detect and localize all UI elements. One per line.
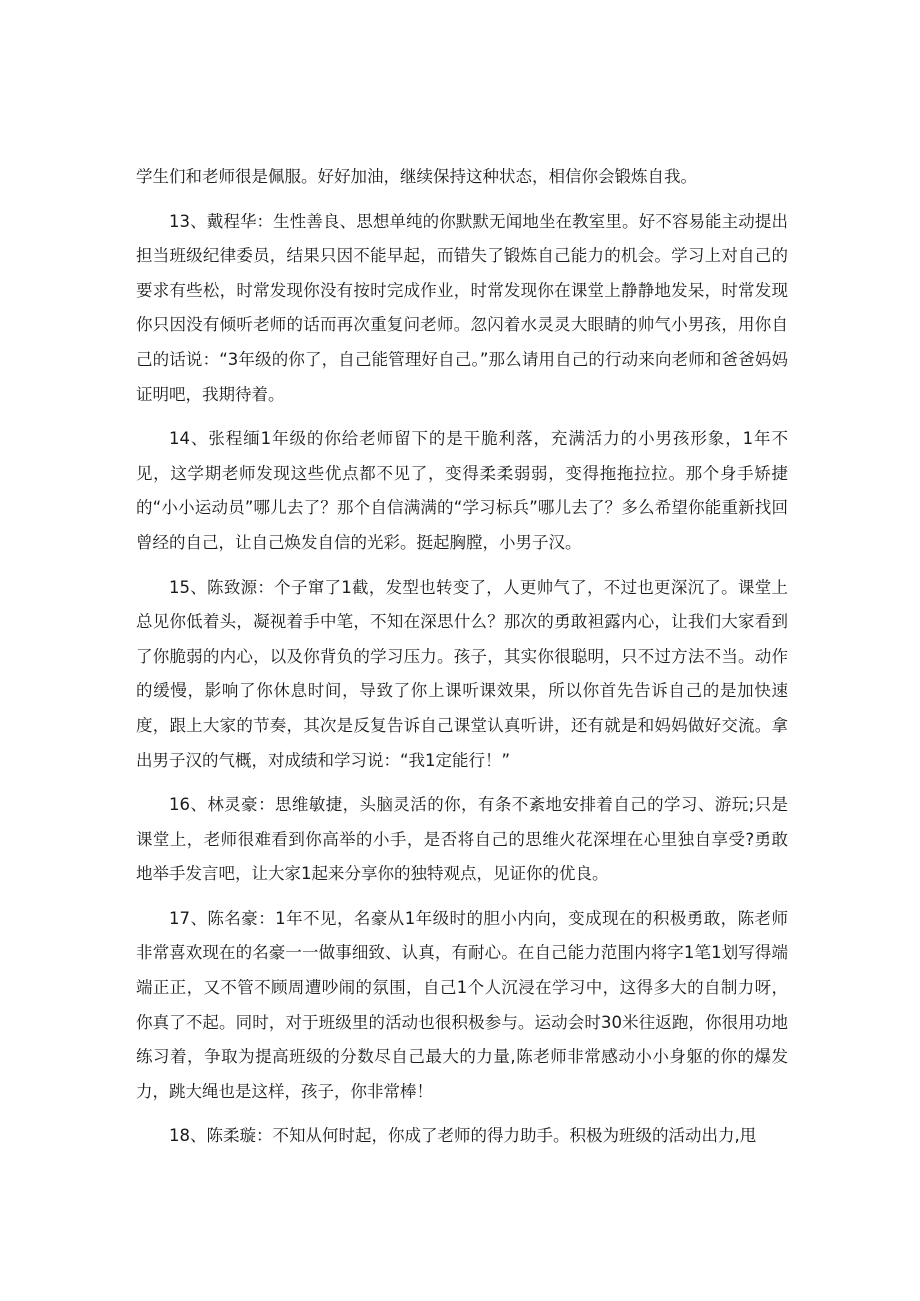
paragraph-18: 18、陈柔璇：不知从何时起，你成了老师的得力助手。积极为班级的活动出力,甩 <box>169 1126 757 1146</box>
paragraph-12-continued: 学生们和老师很是佩服。好好加油，继续保持这种状态，相信你会锻炼自我。 <box>136 167 697 186</box>
paragraph-13: 13、戴程华：生性善良、思想单纯的你默默无闻地坐在教室里。好不容易能主动提出担当班级纪律委员，结果只因不能早起，而错失了锻炼自己能力的机会。学习上对自己的要求有些松，时常发现你没有按时完成作业，时常发现你在课堂上静静地发呆，时常发现你只因没有倾听老师的话而再次重复问老师。忽闪着水灵灵大眼睛的帅气小男孩，用你自己的话说：“3年级的你了，自己能管理好自己。”那么请用自己的行动来向老师和爸爸妈妈证明吧，我期待着。 <box>136 211 788 404</box>
paragraph-14: 14、张程缅1年级的你给老师留下的是干脆利落，充满活力的小男孩形象，1年不见，这学期老师发现这些优点都不见了，变得柔柔弱弱，变得拖拖拉拉。那个身手矫捷的“小小运动员”哪儿去了？那个自信满满的“学习标兵”哪儿去了？多么希望你能重新找回曾经的自己，让自己焕发自信的光彩。挺起胸膛，小男子汉。 <box>136 429 788 552</box>
paragraph-15: 15、陈致源：个子窜了1截，发型也转变了，人更帅气了，不过也更深沉了。课堂上总见你低着头，凝视着手中笔，不知在深思什么？那次的勇敢袒露内心，让我们大家看到了你脆弱的内心，以及你背负的学习压力。孩子，其实你很聪明，只不过方法不当。动作的缓慢，影响了你休息时间，导致了你上课听课效果，所以你首先告诉自己的是加快速度，跟上大家的节奏，其次是反复告诉自己课堂认真听讲，还有就是和妈妈做好交流。拿出男子汉的气概，对成绩和学习说：“我1定能行！” <box>136 577 788 770</box>
paragraph-17: 17、陈名豪：1年不见，名豪从1年级时的胆小内向，变成现在的积极勇敢，陈老师非常喜欢现在的名豪一一做事细致、认真，有耐心。在自己能力范围内将字1笔1划写得端端正正，又不管不顾周遭吵闹的氛围，自己1个人沉浸在学习中，这得多大的自制力呀，你真了不起。同时，对于班级里的活动也很积极参与。运动会时30米往返跑，你很用功地练习着，争取为提高班级的分数尽自己最大的力量,陈老师非常感动小小身躯的你的爆发力，跳大绳也是这样，孩子，你非常棒！ <box>136 908 788 1101</box>
paragraph-16: 16、林灵豪：思维敏捷，头脑灵活的你，有条不紊地安排着自己的学习、游玩;只是课堂上，老师很难看到你高举的小手，是否将自己的思维火花深埋在心里独自享受?勇敢地举手发言吧，让大家1起来分享你的独特观点，见证你的优良。 <box>136 795 788 884</box>
document-body <box>136 160 788 1164</box>
